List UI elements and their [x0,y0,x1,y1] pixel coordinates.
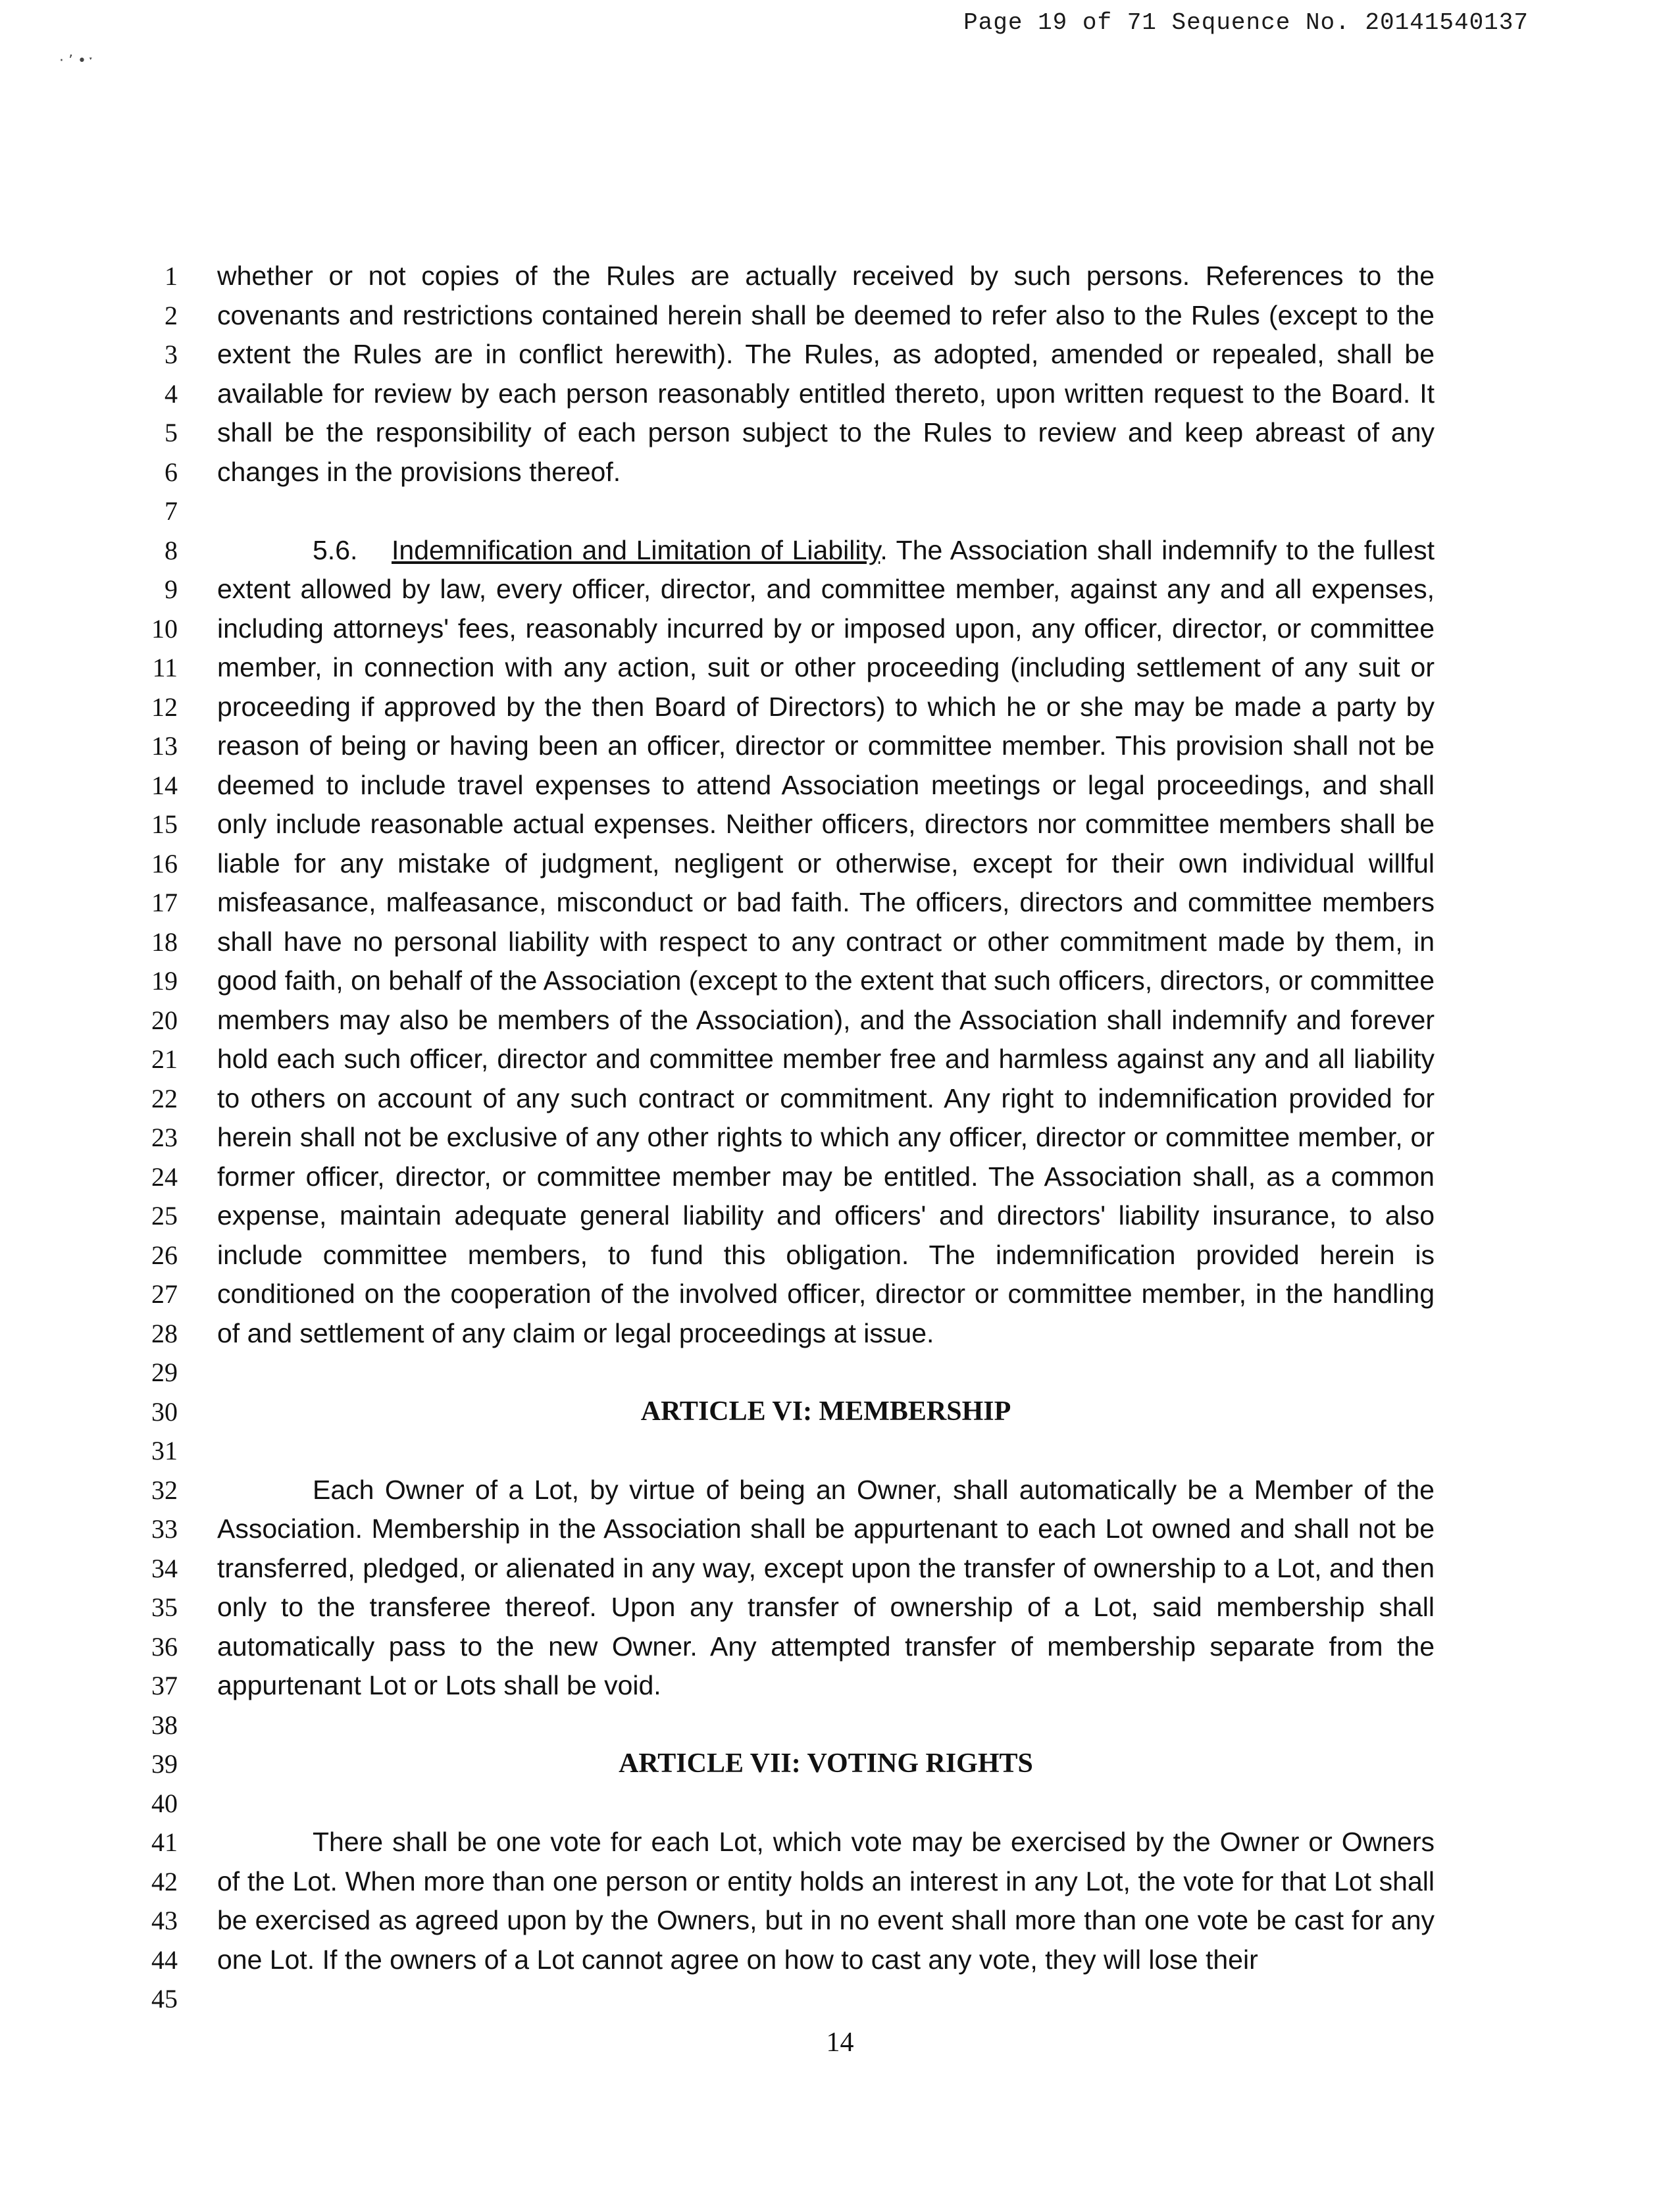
blank-line [217,492,1435,531]
scan-artifact-marks: · ʼ • ˑ [59,53,94,69]
line-number: 18 [151,927,178,957]
line-number: 21 [151,1044,178,1074]
line-number: 1 [165,261,178,291]
line-number: 27 [151,1279,178,1309]
line-number: 43 [151,1906,178,1935]
line-number: 37 [151,1671,178,1700]
section-5-6-paragraph [217,531,1435,1354]
line-number: 25 [151,1201,178,1231]
line-number: 38 [151,1710,178,1740]
line-number: 12 [151,692,178,722]
line-number: 26 [151,1240,178,1270]
line-number: 4 [165,378,178,409]
line-number: 19 [151,966,178,996]
line-number: 14 [151,770,178,800]
page-sequence-stamp: Page 19 of 71 Sequence No. 20141540137 [963,9,1529,36]
article-6-heading: ARTICLE VI: MEMBERSHIP [640,1396,1011,1427]
line-number: 7 [165,496,178,526]
article-6-paragraph [217,1471,1435,1706]
article-6-body: Each Owner of a Lot, by virtue of being an Owner, shall automatically be a Member of the Association. Membership in the Association shall be appurtenant to each Lot owned and shall not be transferred, pledged, or alienated in any way, except upon the transfer of ownership to a Lot, and then only to the transferee thereof. Upon any transfer of ownership of a Lot, said membership shall automatically pass to the new Owner. Any attempted transfer of membership separate from the appurtenant Lot or Lots shall be void. [217,1474,1435,1700]
section-body: . The Association shall indemnify to the fullest extent allowed by law, every officer, director, and committee member, against any and all expenses, including attorneys' fees, reasonably incurred by or imposed upon, any officer, director, or committee member, in connection with any action, suit or other proceeding (including settlement of any suit or proceeding if approved by the then Board of Directors) to which he or she may be made a party by reason of being or having been an officer, director or committee member. This provision shall not be deemed to include travel expenses to attend Association meetings or legal proceedings, and shall only include reasonable actual expenses. Neither officers, directors nor committee members shall be liable for any mistake of judgment, negligent or otherwise, except for their own individual willful misfeasance, malfeasance, misconduct or bad faith. The officers, directors and committee members shall have no personal liability with respect to any contract or other commitment made by them, in good faith, on behalf of the Association (except to the extent that such officers, directors, or committee members may also be members of the Association), and the Association shall indemnify and forever hold each such officer, director and committee member free and harmless against any and all liability to others on account of any such contract or commitment. Any right to indemnification provided for herein shall not be exclusive of any other rights to which any officer, director or committee member, or former officer, director, or committee member may be entitled. The Association shall, as a common expense, maintain adequate general liability and officers' and directors' liability insurance, to also include committee members, to fund this obligation. The indemnification provided herein is conditioned on the cooperation of the involved officer, director or committee member, in the handling of and settlement of any claim or legal proceedings at issue. [217,534,1435,1348]
line-number: 33 [151,1514,178,1544]
line-number: 44 [151,1944,178,1975]
article-7-heading: ARTICLE VII: VOTING RIGHTS [619,1748,1033,1779]
line-number: 23 [151,1123,178,1152]
article-7-body: There shall be one vote for each Lot, which vote may be exercised by the Owner or Owners of the Lot. When more than one person or entity holds an interest in any Lot, the vote for that Lot shall be exercised as agreed upon by the Owners, but in no event shall more than one vote be cast for any one Lot. If the owners of a Lot cannot agree on how to cast any vote, they will lose their [217,1827,1435,1975]
line-number: 15 [151,809,178,839]
blank-line [217,1353,1435,1392]
line-number: 11 [152,653,178,682]
line-number: 42 [151,1866,178,1896]
blank-line [217,1431,1435,1471]
section-title: Indemnification and Limitation of Liability [392,534,880,565]
line-number: 30 [151,1396,178,1427]
line-number: 20 [151,1005,178,1035]
line-number: 29 [151,1358,178,1387]
line-number: 8 [165,535,178,565]
line-number: 3 [165,340,178,369]
line-number: 5 [165,418,178,447]
line-number: 32 [151,1475,178,1505]
line-number: 16 [151,848,178,878]
line-number: 34 [151,1553,178,1583]
line-number: 22 [151,1083,178,1113]
line-number: 13 [151,731,178,761]
line-number: 24 [151,1161,178,1192]
line-number-gutter [132,257,178,2019]
blank-line [217,1784,1435,1823]
line-number: 41 [151,1827,178,1857]
paragraph-rules-continuation: whether or not copies of the Rules are actually received by such persons. References to the covenants and restrictions contained herein shall be deemed to refer also to the Rules (except to the extent the Rules are in conflict herewith). The Rules, as adopted, amended or repealed, shall be available for review by each person reasonably entitled thereto, upon written request to the Board. It shall be the responsibility of each person subject to the Rules to review and keep abreast of any changes in the provisions thereof. [217,261,1435,487]
line-number: 45 [151,1984,178,2014]
line-number: 36 [151,1631,178,1662]
line-number: 35 [151,1592,178,1622]
article-7-paragraph [217,1823,1435,1979]
line-number: 31 [151,1436,178,1465]
line-number: 2 [165,300,178,330]
line-number: 39 [151,1749,178,1779]
line-number: 28 [151,1318,178,1348]
page-number: 14 [826,2027,854,2058]
line-number: 40 [151,1788,178,1818]
line-number: 6 [165,457,178,487]
section-number: 5.6. [313,534,358,565]
line-number: 17 [151,888,178,917]
line-number: 9 [165,574,178,604]
blank-line [217,1706,1435,1745]
line-number: 10 [151,613,178,644]
document-body [217,257,1435,1979]
